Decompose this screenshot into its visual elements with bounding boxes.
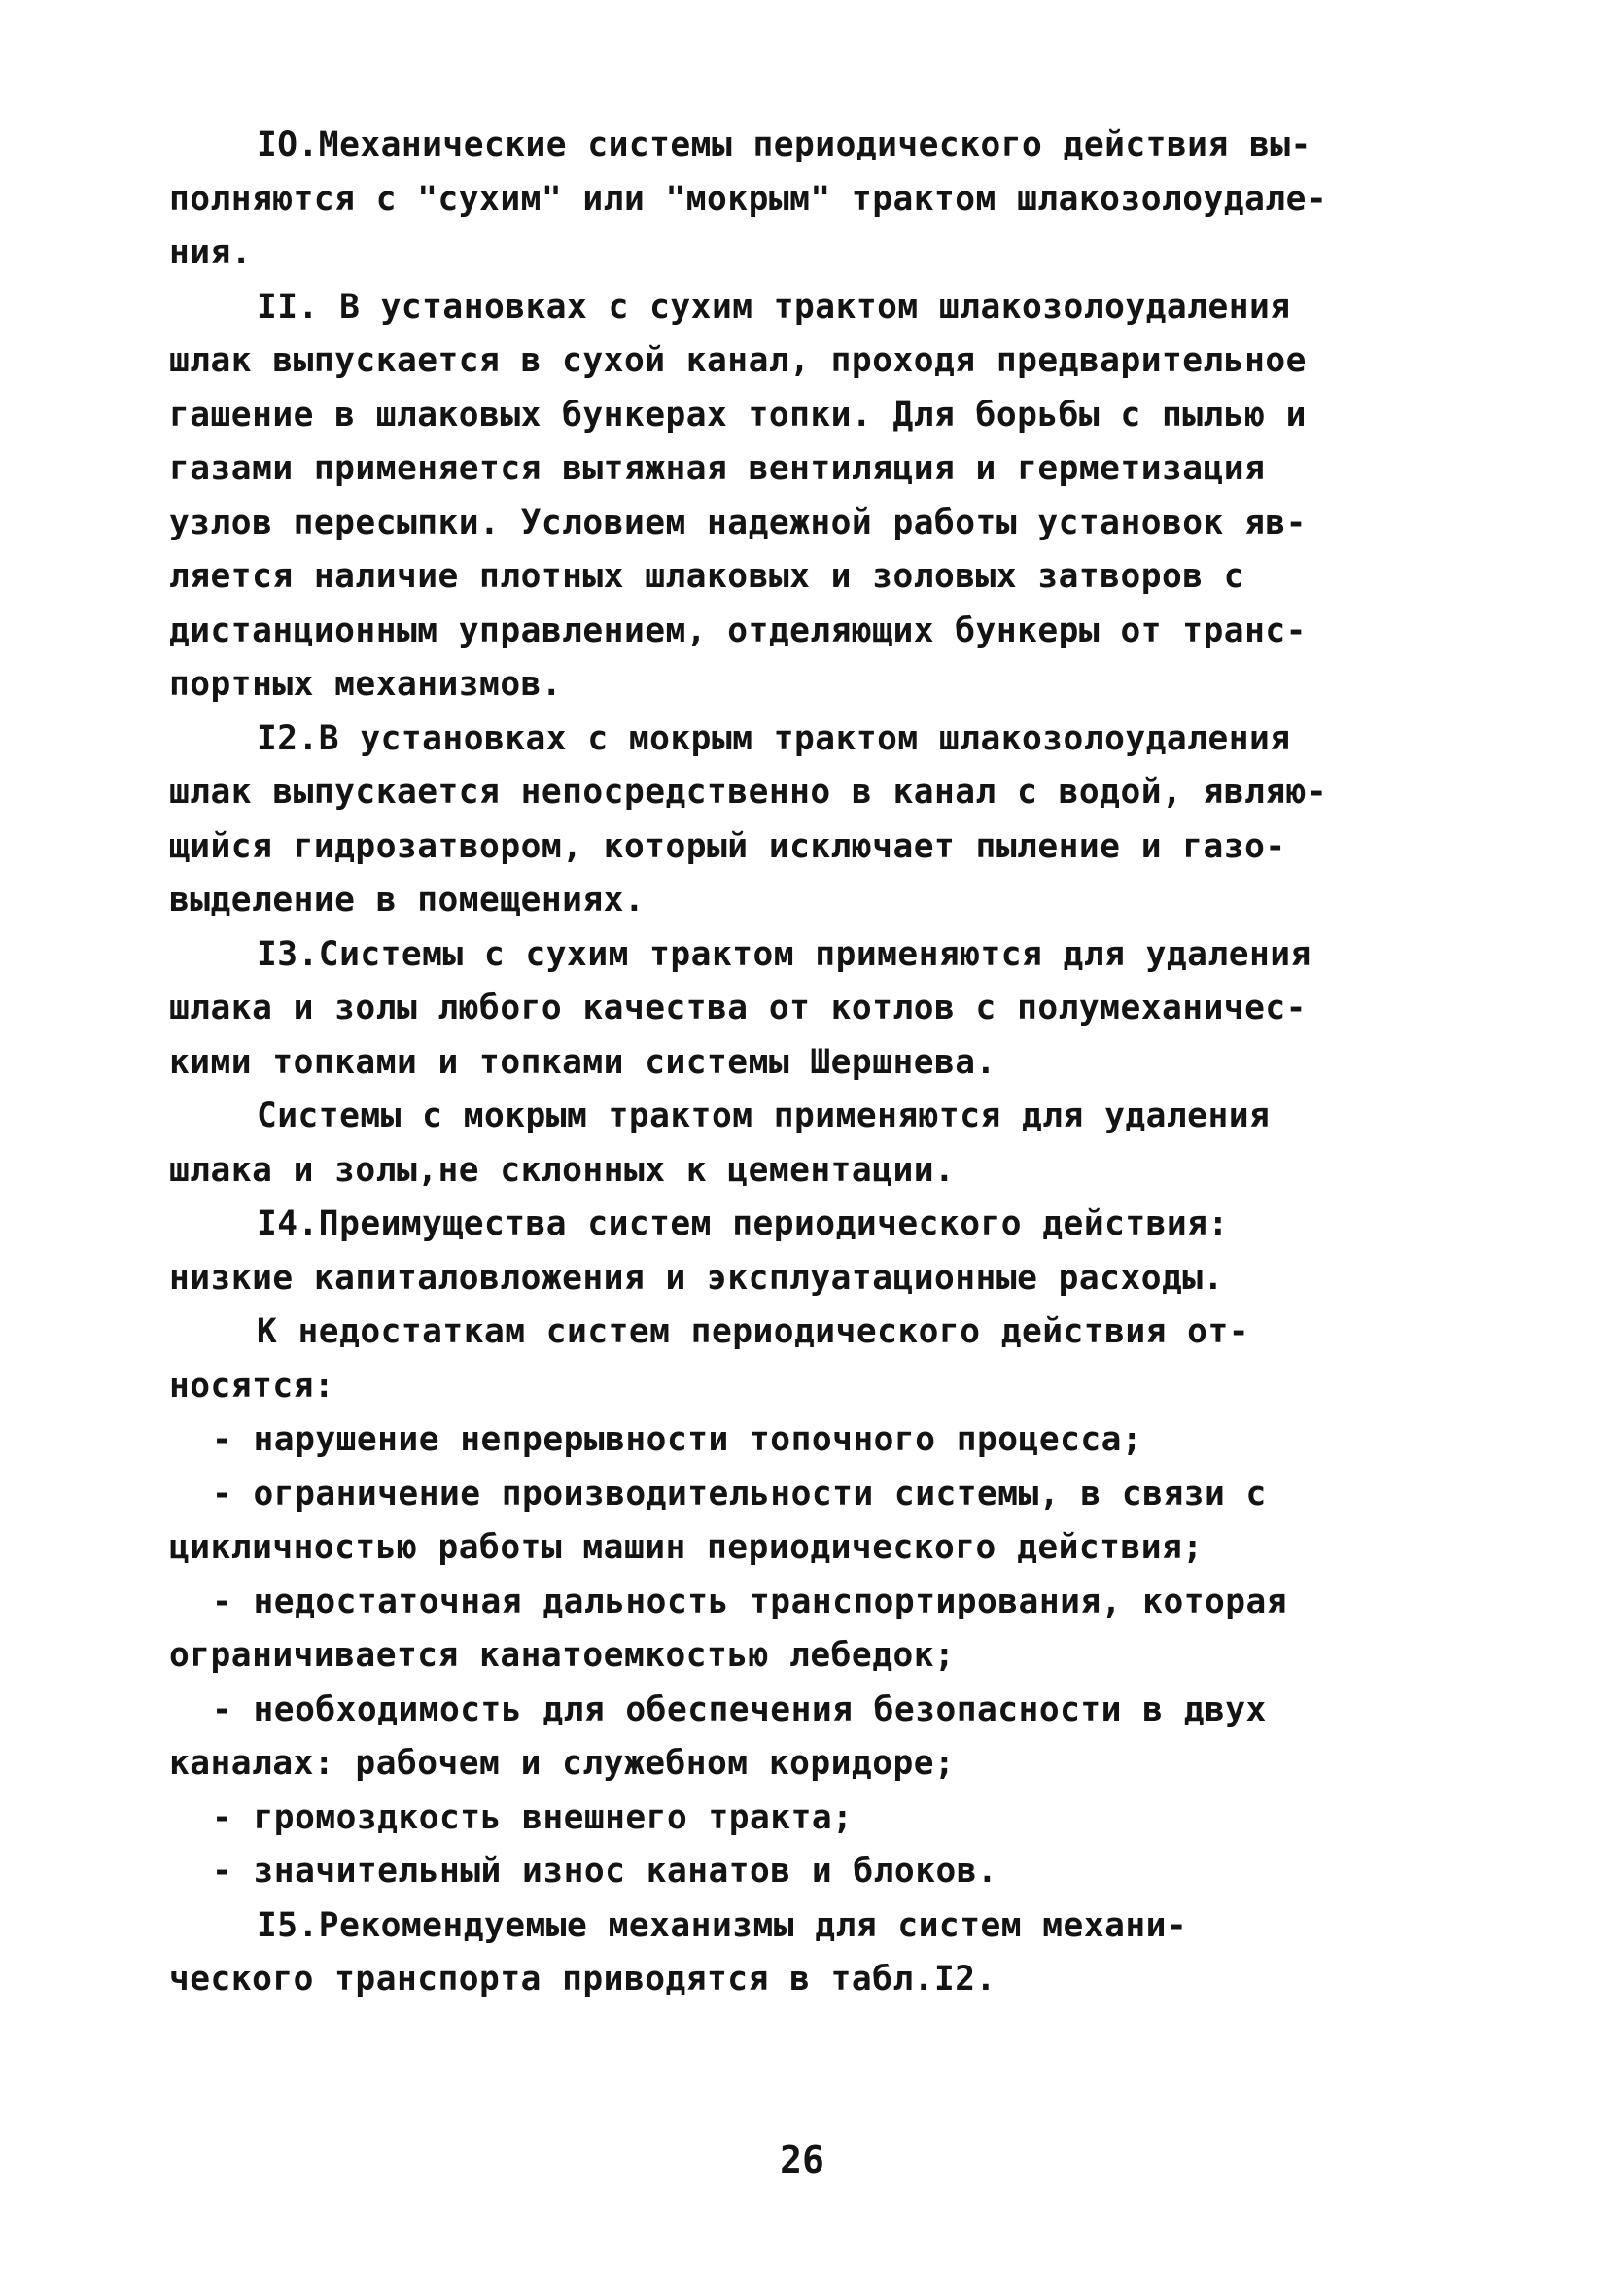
paragraph-12-line-4: выделение в помещениях. bbox=[169, 881, 646, 920]
paragraph-14b-line-2: носятся: bbox=[169, 1366, 335, 1406]
paragraph-11-line-6: ляется наличие плотных шлаковых и золовых затворов с bbox=[169, 557, 1245, 596]
paragraph-13b-line-1: Системы с мокрым трактом применяются для удаления bbox=[257, 1096, 1271, 1135]
paragraph-10-line-2: полняются с "сухим" или "мокрым" трактом шлакозолоудале- bbox=[169, 179, 1328, 219]
list-item-2-line-2: цикличностью работы машин периодического действия; bbox=[169, 1528, 1204, 1567]
body-text bbox=[169, 119, 1443, 2007]
list-item-5: - громоздкость внешнего тракта; bbox=[212, 1797, 854, 1837]
paragraph-13b-line-2: шлака и золы,не склонных к цементации. bbox=[169, 1150, 956, 1190]
paragraph-11-line-2: шлак выпускается в сухой канал, проходя предварительное bbox=[169, 341, 1307, 380]
paragraph-14-line-2: низкие капиталовложения и эксплуатационные расходы. bbox=[169, 1258, 1224, 1298]
paragraph-10-line-1: IO.Механические системы периодического действия вы- bbox=[257, 125, 1311, 164]
list-item-4-line-1: - необходимость для обеспечения безопасности в двух bbox=[212, 1689, 1267, 1729]
paragraph-11-line-5: узлов пересыпки. Условием надежной работы установок яв- bbox=[169, 503, 1307, 542]
paragraph-14-line-1: I4.Преимущества систем периодического действия: bbox=[257, 1204, 1229, 1243]
paragraph-12-line-2: шлак выпускается непосредственно в канал с водой, являю- bbox=[169, 773, 1328, 812]
paragraph-13-line-3: кими топками и топками системы Шершнева. bbox=[169, 1042, 996, 1082]
paragraph-10-line-3: ния. bbox=[169, 233, 253, 272]
list-item-3-line-2: ограничивается канатоемкостью лебедок; bbox=[169, 1636, 956, 1675]
paragraph-15-line-2: ческого транспорта приводятся в табл.I2. bbox=[169, 1960, 996, 1999]
list-item-3-line-1: - недостаточная дальность транспортирования, которая bbox=[212, 1582, 1288, 1621]
paragraph-11-line-3: гашение в шлаковых бункерах топки. Для борьбы с пылью и bbox=[169, 395, 1307, 435]
list-item-4-line-2: каналах: рабочем и служебном коридоре; bbox=[169, 1744, 956, 1783]
paragraph-13-line-2: шлака и золы любого качества от котлов с полумеханичес- bbox=[169, 989, 1307, 1027]
paragraph-11-line-8: портных механизмов. bbox=[169, 665, 563, 704]
paragraph-14b-line-1: К недостаткам систем периодического действия от- bbox=[257, 1312, 1249, 1351]
paragraph-15-line-1: I5.Рекомендуемые механизмы для систем механи- bbox=[257, 1905, 1188, 1945]
list-item-1: - нарушение непрерывности топочного процесса; bbox=[212, 1420, 1143, 1459]
paragraph-13-line-1: I3.Системы с сухим трактом применяются для удаления bbox=[257, 934, 1311, 974]
paragraph-12-line-1: I2.В установках с мокрым трактом шлакозолоудаления bbox=[257, 718, 1291, 758]
list-item-2-line-1: - ограничение производительности системы, в связи с bbox=[212, 1474, 1267, 1513]
page-number: 26 bbox=[780, 2139, 824, 2181]
paragraph-11-line-4: газами применяется вытяжная вентиляция и герметизация bbox=[169, 449, 1266, 488]
list-item-6: - значительный износ канатов и блоков. bbox=[212, 1852, 998, 1891]
paragraph-11-line-1: II. В установках с сухим трактом шлакозолоудаления bbox=[257, 287, 1291, 327]
paragraph-11-line-7: дистанционным управлением, отделяющих бункеры от транс- bbox=[169, 610, 1307, 650]
paragraph-12-line-3: щийся гидрозатвором, который исключает пыление и газо- bbox=[169, 826, 1286, 866]
